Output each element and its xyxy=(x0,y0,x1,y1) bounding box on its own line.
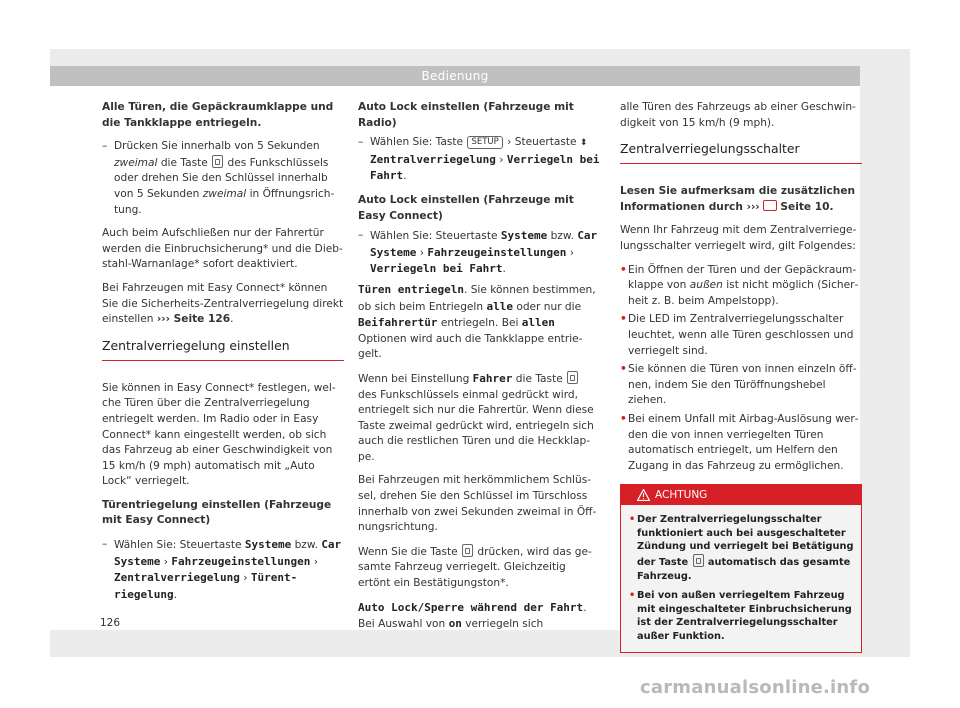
menu-verriegeln-bei-fahrt: Verriegeln bei Fahrt xyxy=(370,262,503,276)
reference-arrows: ››› xyxy=(746,200,760,213)
text: Lesen Sie aufmerksam die zusätzlichen Informationen durch xyxy=(620,185,856,213)
column-3 xyxy=(620,100,862,653)
unlock-key-icon xyxy=(567,371,578,384)
text: . Bei Auswahl von xyxy=(358,601,587,631)
subheading-auto-lock-easy: Auto Lock einstellen (Fahrzeuge mit Easy Connect) xyxy=(358,193,574,222)
caution-box xyxy=(620,484,862,652)
caution-body xyxy=(621,505,861,651)
text: Bei Fahrzeugen mit Easy Connect* können Sie die Sicherheits-Zentralverriegelung direkt einstellen xyxy=(102,281,344,326)
text: Wählen Sie: Taste xyxy=(370,136,467,149)
option-allen: allen xyxy=(521,316,555,330)
text: . Sie können bestimmen, ob sich beim Entriegeln xyxy=(358,283,596,313)
text: drücken, wird das gesamte Fahrzeug verriegelt. Gleichzeitig ertönt ein Bestätigungston*. xyxy=(358,545,592,590)
text: › xyxy=(239,572,251,585)
text: Wenn Sie die Taste xyxy=(358,545,462,558)
option-on: on xyxy=(448,617,462,631)
unlock-key-icon xyxy=(212,155,223,168)
text: . xyxy=(230,313,234,326)
paragraph-auto-lock xyxy=(358,600,600,633)
text: Drücken Sie innerhalb von 5 Sekunden xyxy=(114,140,320,153)
setup-key: SETUP xyxy=(467,136,502,149)
warning-icon xyxy=(637,489,650,501)
text: die Taste xyxy=(157,156,212,169)
text: die Taste xyxy=(512,372,567,385)
reference-arrows: ››› xyxy=(156,313,170,326)
updown-arrows-icon: ⬍ xyxy=(579,138,588,149)
text: . xyxy=(403,170,407,183)
step-door-unlock xyxy=(102,537,344,603)
book-icon xyxy=(763,200,777,211)
lock-key-icon xyxy=(462,544,473,557)
menu-verriegeln-bei-fahrt: Verriegeln bei Fahrt xyxy=(370,152,600,183)
option-tueren-entriegeln: Türen entriegeln xyxy=(358,282,464,296)
step-unlock xyxy=(102,139,344,218)
menu-fahrzeugeinstellungen: Fahrzeugeinstellungen xyxy=(427,245,567,259)
column-1 xyxy=(102,100,344,611)
text: ist nicht möglich (Sicherheit z. B. beim Ampelstopp). xyxy=(628,279,859,307)
watermark-logo: carmanualsonline.info xyxy=(640,677,871,698)
text: des Funkschlüssels oder drehen Sie den Schlüssel innerhalb von 5 Sekunden xyxy=(114,156,329,200)
section-title-central-locking: Zentralverriegelung einstellen xyxy=(102,338,344,361)
text: Ein Öffnen der Türen und der Gepäckraumklappe von xyxy=(628,263,857,292)
paragraph-driver-door: Auch beim Aufschließen nur der Fahrertür werden die Einbruchsicherung* und die Diebstahl-Warnanlage* sofort deaktiviert. xyxy=(102,227,343,271)
text-em: zweimal xyxy=(202,187,247,200)
text: Wählen Sie: Steuertaste xyxy=(114,539,245,552)
text: oder nur die xyxy=(512,300,582,313)
text: › Steuertaste xyxy=(503,136,580,149)
text: Der Zentralverriegelungsschalter funktioniert auch bei ausgeschalteter Zündung und verriegelt bei Betätigung der Taste xyxy=(637,514,854,569)
page-number: 126 xyxy=(100,617,121,629)
option-alle: alle xyxy=(486,299,513,313)
menu-zentralverriegelung: Zentralverriegelung xyxy=(370,152,496,166)
lock-key-icon xyxy=(693,554,704,567)
text: › xyxy=(416,246,428,259)
read-more-note xyxy=(620,184,862,215)
header-bar: Bedienung xyxy=(50,66,860,86)
text-em: zweimal xyxy=(114,156,158,169)
subheading-door-unlock: Türentriegelung einstellen (Fahrzeuge mit Easy Connect) xyxy=(102,498,332,527)
paragraph-switch-intro: Wenn Ihr Fahrzeug mit dem Zentralverriegelungsschalter verriegelt wird, gilt Folgendes: xyxy=(620,224,857,252)
list-item: • Die LED im Zentralverriegelungsschalter leuchtet, wenn alle Türen geschlossen und verriegelt sind. xyxy=(620,312,862,359)
text: des Funkschlüssels einmal gedrückt wird, entriegelt sich nur die Fahrertür. Wenn diese Taste zweimal gedrückt wird, entriegeln sich auch die restlichen Türen und die Heckklappe. xyxy=(358,388,594,463)
text: . xyxy=(173,588,177,601)
paragraph-mechanical-key: Bei Fahrzeugen mit herkömmlichem Schlüssel, drehen Sie den Schlüssel im Türschloss innerhalb von zwei Sekunden zweimal in Öffnungsrichtung. xyxy=(358,474,597,534)
paragraph-settings: Sie können in Easy Connect* festlegen, welche Türen über die Zentralverriegelung entriegelt werden. Im Radio oder in Easy Connect* kann eingestellt werden, ob sich das Fahrzeug ab einer Geschwindigkeit von 15 km/h (9 mph) automatisch mit „Auto Lock“ verriegelt. xyxy=(102,381,336,488)
text: Wenn bei Einstellung xyxy=(358,372,473,385)
text: Wählen Sie: Steuertaste xyxy=(370,230,501,243)
menu-car-systeme: Car Systeme xyxy=(370,229,598,259)
option-sperre: Sperre während der Fahrt xyxy=(424,600,584,614)
list-item xyxy=(629,513,855,583)
text: › xyxy=(160,555,172,568)
text: / xyxy=(417,600,425,614)
menu-zentralverriegelung: Zentralverriegelung xyxy=(114,571,240,585)
step-auto-lock-easy xyxy=(358,228,600,278)
menu-systeme: Systeme xyxy=(244,538,292,552)
paragraph-continued: alle Türen des Fahrzeugs ab einer Geschwindigkeit von 15 km/h (9 mph). xyxy=(620,101,856,129)
text: bzw. xyxy=(291,539,322,552)
menu-tuerentriegelung: Türentriegelung xyxy=(114,571,298,601)
list-item: • Bei von außen verriegeltem Fahrzeug mit eingeschalteter Einbruchsicherung ist der Zentralverriegelungsschalter außer Funktion. xyxy=(629,589,855,643)
text: automatisch das gesamte Fahrzeug. xyxy=(637,557,851,582)
text: bzw. xyxy=(547,230,578,243)
caution-header xyxy=(621,485,861,505)
option-beifahrertuer: Beifahrertür xyxy=(358,316,438,330)
text: › xyxy=(495,153,507,166)
paragraph-tueren-entriegeln xyxy=(358,282,600,363)
paragraph-easy-connect xyxy=(102,281,344,328)
section-title-central-locking-switch: Zentralverriegelungsschalter xyxy=(620,141,862,164)
menu-systeme: Systeme xyxy=(500,229,548,243)
text: › xyxy=(566,246,575,259)
page-reference-link[interactable]: Seite 10 xyxy=(776,200,830,213)
column-2 xyxy=(358,100,600,641)
option-fahrer: Fahrer xyxy=(472,371,513,385)
text: . xyxy=(502,263,506,276)
subheading-unlock-all: Alle Türen, die Gepäckraumklappe und die Tankklappe entriegeln. xyxy=(102,101,334,129)
text: entriegeln. Bei xyxy=(437,317,522,330)
list-item: • Bei einem Unfall mit Airbag-Auslösung werden die von innen verriegelten Türen automatisch entriegelt, um Helfern den Zugang in das Fahrzeug zu ermöglichen. xyxy=(620,412,862,474)
caution-title: ACHTUNG xyxy=(655,489,708,502)
step-auto-lock-radio xyxy=(358,135,600,185)
paragraph-lock-button xyxy=(358,544,600,592)
list-item xyxy=(620,263,862,310)
text: . xyxy=(829,200,834,213)
text: Optionen wird auch die Tankklappe entriegelt. xyxy=(358,332,583,361)
text-em: außen xyxy=(689,279,723,292)
page-reference-link[interactable]: Seite 126 xyxy=(169,313,231,326)
subheading-auto-lock-radio: Auto Lock einstellen (Fahrzeuge mit Radio) xyxy=(358,101,574,129)
text: in Öffnungsrichtung. xyxy=(114,187,335,216)
menu-car-systeme: Car Systeme xyxy=(114,538,342,568)
list-item: • Sie können die Türen von innen einzeln öffnen, indem Sie den Türöffnungshebel ziehen. xyxy=(620,362,862,409)
paragraph-fahrer xyxy=(358,371,600,466)
text: › xyxy=(310,555,319,568)
option-auto-lock: Auto Lock xyxy=(358,600,418,614)
menu-fahrzeugeinstellungen: Fahrzeugeinstellungen xyxy=(171,554,311,568)
text: verriegeln sich xyxy=(461,618,544,631)
